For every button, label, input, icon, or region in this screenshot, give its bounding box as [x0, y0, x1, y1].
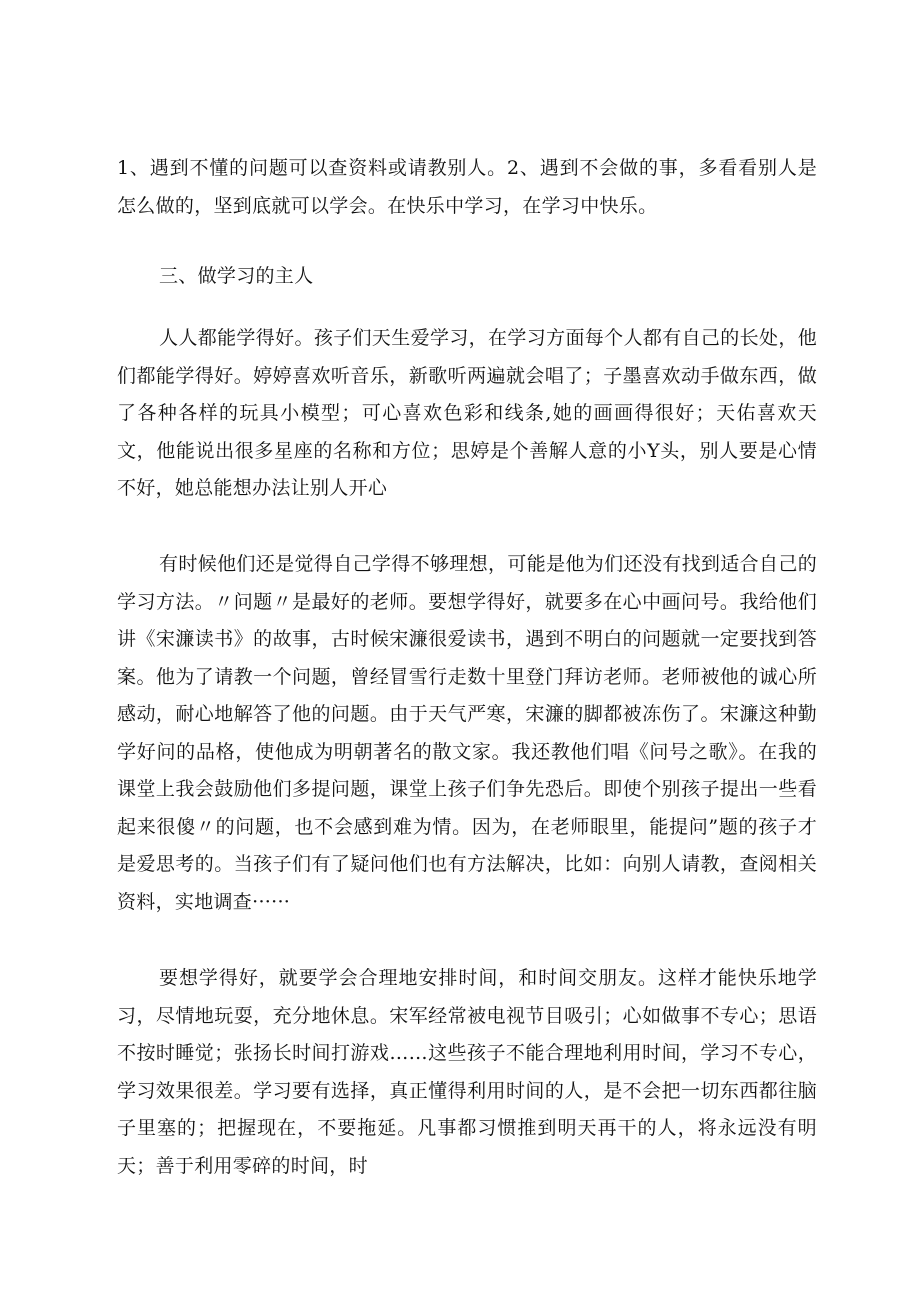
paragraph-everyone-can-learn: 人人都能学得好。孩子们天生爱学习，在学习方面每个人都有自己的长处，他们都能学得好。婷婷喜欢听音乐，新歌听两遍就会唱了；子墨喜欢动手做东西，做了各种各样的玩具小模型；可心喜欢色彩和线条,她的画画得很好；天佑喜欢天文，他能说出很多星座的名称和方位；思婷是个善解人意的小Y头，别人要是心情不好，她总能想办法让别人开心 — [117, 327, 817, 499]
paragraph-study-tips: 1、遇到不懂的问题可以查资料或请教别人。2、遇到不会做的事，多看看别人是怎么做的，坚到底就可以学会。在快乐中学习，在学习中快乐。 — [117, 157, 817, 217]
section-heading: 三、做学习的主人 — [159, 265, 314, 287]
paragraph-time-management: 要想学得好，就要学会合理地安排时间，和时间交朋友。这样才能快乐地学习，尽情地玩耍，充分地休息。宋军经常被电视节目吸引；心如做事不专心；思语不按时睡觉；张扬长时间打游戏……这些孩子不能合理地利用时间，学习不专心，学习效果很差。学习要有选择，真正懂得利用时间的人，是不会把一切东西都往脑子里塞的；把握现在，不要拖延。凡事都习惯推到明天再干的人，将永远没有明天；善于利用零碎的时间，时 — [117, 967, 817, 1177]
paragraph-asking-questions: 有时候他们还是觉得自己学得不够理想，可能是他为们还没有找到适合自己的学习方法。〃问题〃是最好的老师。要想学得好，就要多在心中画问号。我给他们讲《宋濂读书》的故事，古时候宋濂很爱读书，遇到不明白的问题就一定要找到答案。他为了请教一个问题，曾经冒雪行走数十里登门拜访老师。老师被他的诚心所感动，耐心地解答了他的问题。由于天气严寒，宋濂的脚都被冻伤了。宋濂这种勤学好问的品格，使他成为明朝著名的散文家。我还教他们唱《问号之歌》。在我的课堂上我会鼓励他们多提问题，课堂上孩子们争先恐后。即使个别孩子提出一些看起来很傻〃的问题，也不会感到难为情。因为，在老师眼里，能提问”题的孩子才是爱思考的。当孩子们有了疑问他们也有方法解决，比如：向别人请教，查阅相关资料，实地调查······ — [117, 553, 817, 913]
